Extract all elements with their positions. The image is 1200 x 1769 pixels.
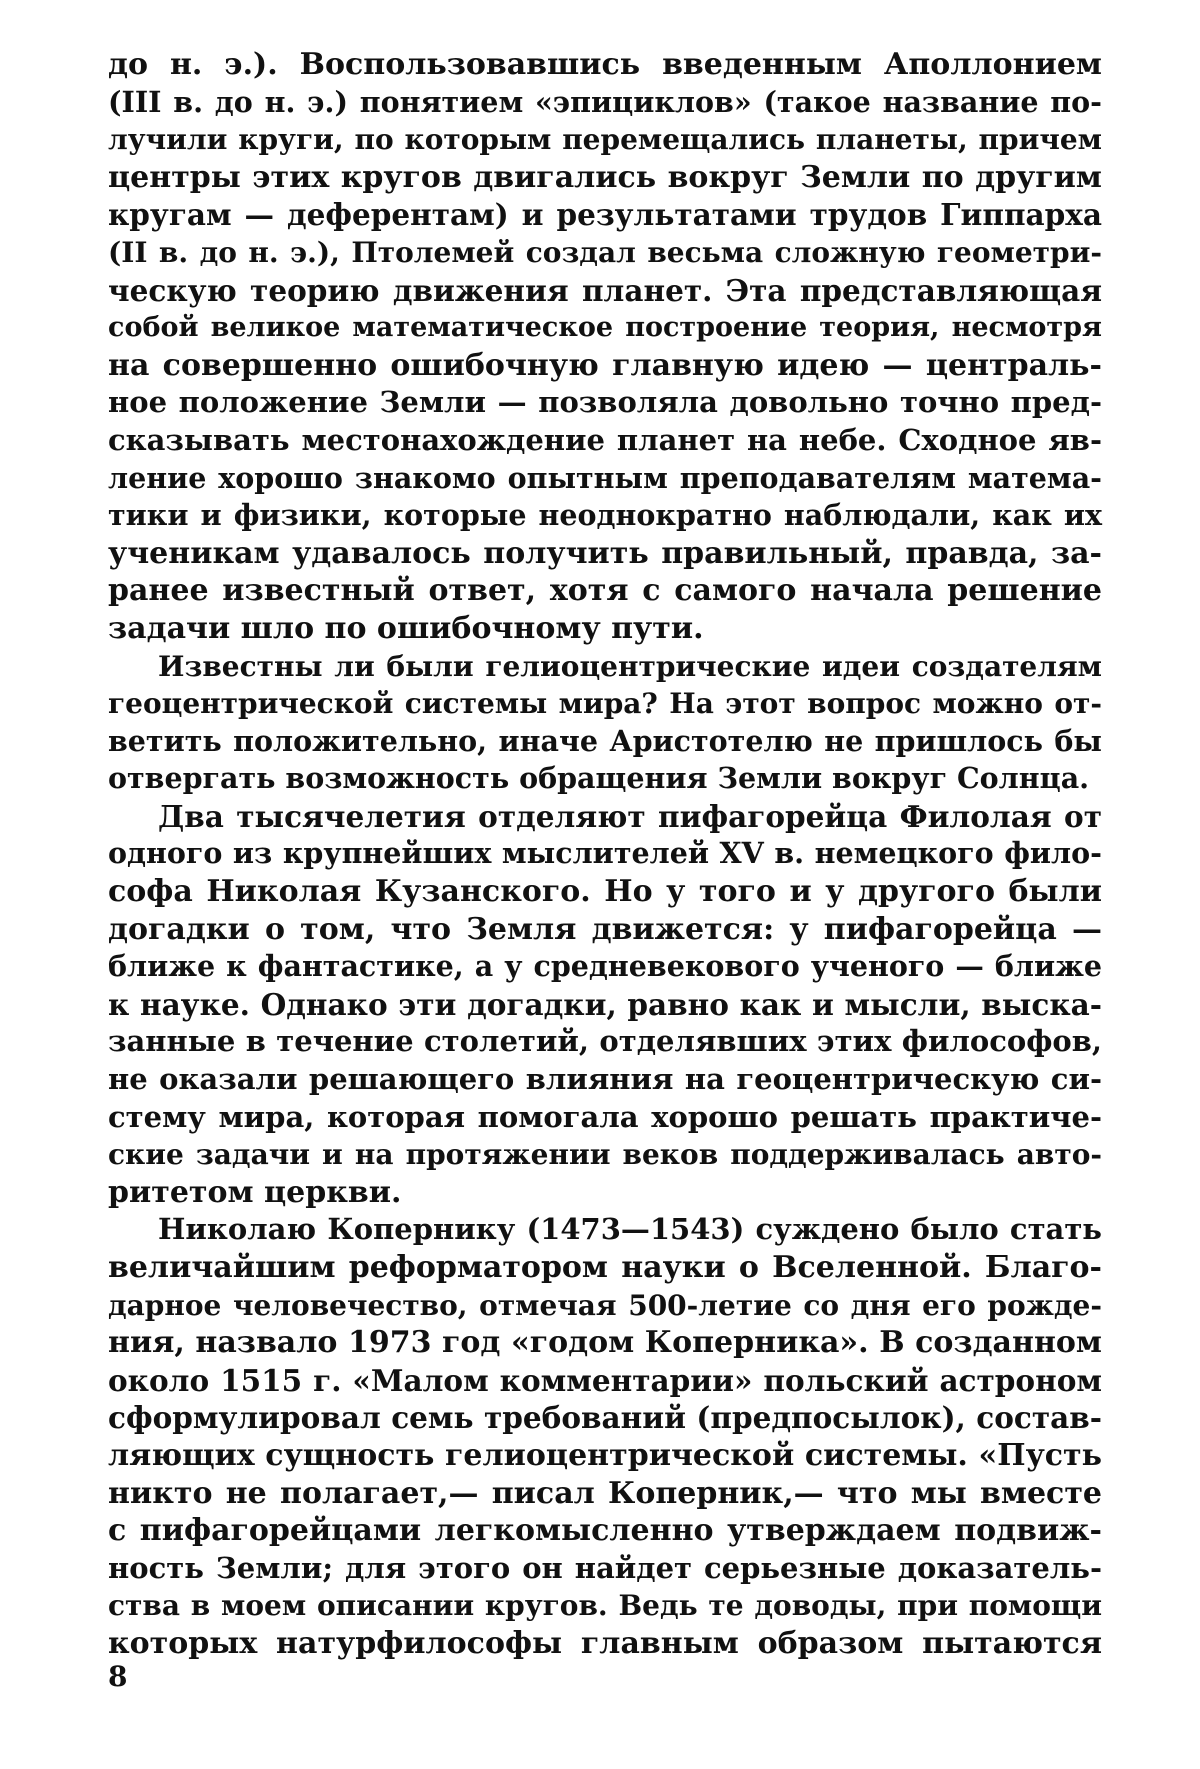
- page-number: 8: [108, 1660, 128, 1693]
- text-line: ческую теорию движения планет. Эта представляющая: [108, 272, 1102, 308]
- text-line: ближе к фантастике, а у средневекового ученого — ближе: [108, 949, 1102, 984]
- text-line: (II в. до н. э.), Птолемей создал весьма сложную геометри-: [108, 235, 1102, 269]
- paragraph: [108, 1211, 1102, 1662]
- text-line: софа Николая Кузанского. Но у того и у другого были: [108, 874, 1102, 910]
- text-line: около 1515 г. «Малом комментарии» польский астроном: [108, 1362, 1102, 1398]
- text-line: тики и физики, которые неоднократно наблюдали, как их: [108, 498, 1102, 533]
- text-line: на совершенно ошибочную главную идею — централь-: [108, 347, 1102, 383]
- text-line: догадки о том, что Земля движется: у пифагорейца —: [108, 911, 1102, 947]
- text-line: ученикам удавалось получить правильный, правда, за-: [108, 535, 1102, 571]
- text-line: кругам — деферентам) и результатами трудов Гиппарха: [108, 197, 1102, 233]
- text-line: задачи шло по ошибочному пути.: [108, 610, 704, 646]
- paragraph: [108, 648, 1102, 798]
- paragraph: [108, 46, 1102, 648]
- text-line: собой великое математическое построение теория, несмотря: [108, 312, 1102, 344]
- text-line: одного из крупнейших мыслителей XV в. немецкого фило-: [108, 836, 1102, 871]
- text-line: центры этих кругов двигались вокруг Земли по другим: [108, 159, 1102, 195]
- text-line: сформулировал семь требований (предпосылок), состав-: [108, 1400, 1102, 1436]
- text-line: до н. э.). Воспользовавшись введенным Аполлонием: [108, 47, 1102, 82]
- text-line: ное положение Земли — позволяла довольно точно пред-: [108, 385, 1102, 420]
- text-line: с пифагорейцами легкомысленно утверждаем подвиж-: [108, 1513, 1102, 1549]
- text-line: геоцентрической системы мира? На этот вопрос можно от-: [108, 687, 1102, 721]
- text-line: ранее известный ответ, хотя с самого начала решение: [108, 573, 1102, 609]
- text-line: ритетом церкви.: [108, 1174, 402, 1210]
- text-line: ляющих сущность гелиоцентрической системы. «Пусть: [108, 1437, 1102, 1473]
- text-line: ские задачи и на протяжении веков поддерживалась авто-: [108, 1138, 1102, 1172]
- text-line: Два тысячелетия отделяют пифагорейца Филолая от: [158, 798, 1102, 834]
- text-line: ность Земли; для этого он найдет серьезные доказатель-: [108, 1550, 1102, 1585]
- paragraph: [108, 798, 1102, 1212]
- text-line: (III в. до н. э.) понятием «эпициклов» (такое название по-: [108, 84, 1102, 119]
- text-line: лучили круги, по которым перемещались планеты, причем: [108, 123, 1102, 157]
- text-line: Николаю Копернику (1473—1543) суждено было стать: [158, 1212, 1102, 1247]
- text-line: ства в моем описании кругов. Ведь те доводы, при помощи: [108, 1589, 1102, 1623]
- text-line: не оказали решающего влияния на геоцентрическую си-: [108, 1062, 1102, 1097]
- text-line: сказывать местонахождение планет на небе. Сходное яв-: [108, 422, 1102, 457]
- text-line: ния, назвало 1973 год «годом Коперника». В созданном: [108, 1325, 1102, 1361]
- text-line: отвергать возможность обращения Земли вокруг Солнца.: [108, 761, 1090, 796]
- text-line: стему мира, которая помогала хорошо решать практиче-: [108, 1099, 1102, 1134]
- text-line: дарное человечество, отмечая 500-летие со дня его рожде-: [108, 1288, 1102, 1322]
- text-line: ление хорошо знакомо опытным преподавателям матема-: [108, 460, 1102, 495]
- text-line: Известны ли были гелиоцентрические идеи создателям: [158, 649, 1102, 683]
- text-line: ветить положительно, иначе Аристотелю не пришлось бы: [108, 723, 1102, 758]
- text-line: к науке. Однако эти догадки, равно как и мысли, выска-: [108, 986, 1102, 1022]
- text-line: величайшим реформатором науки о Вселенной. Благо-: [108, 1250, 1102, 1285]
- text-line: которых натурфилософы главным образом пытаются: [108, 1625, 1102, 1661]
- body-text: [108, 46, 1102, 1663]
- text-line: никто не полагает,— писал Коперник,— что мы вместе: [108, 1475, 1102, 1511]
- text-line: занные в течение столетий, отделявших этих философов,: [108, 1024, 1102, 1059]
